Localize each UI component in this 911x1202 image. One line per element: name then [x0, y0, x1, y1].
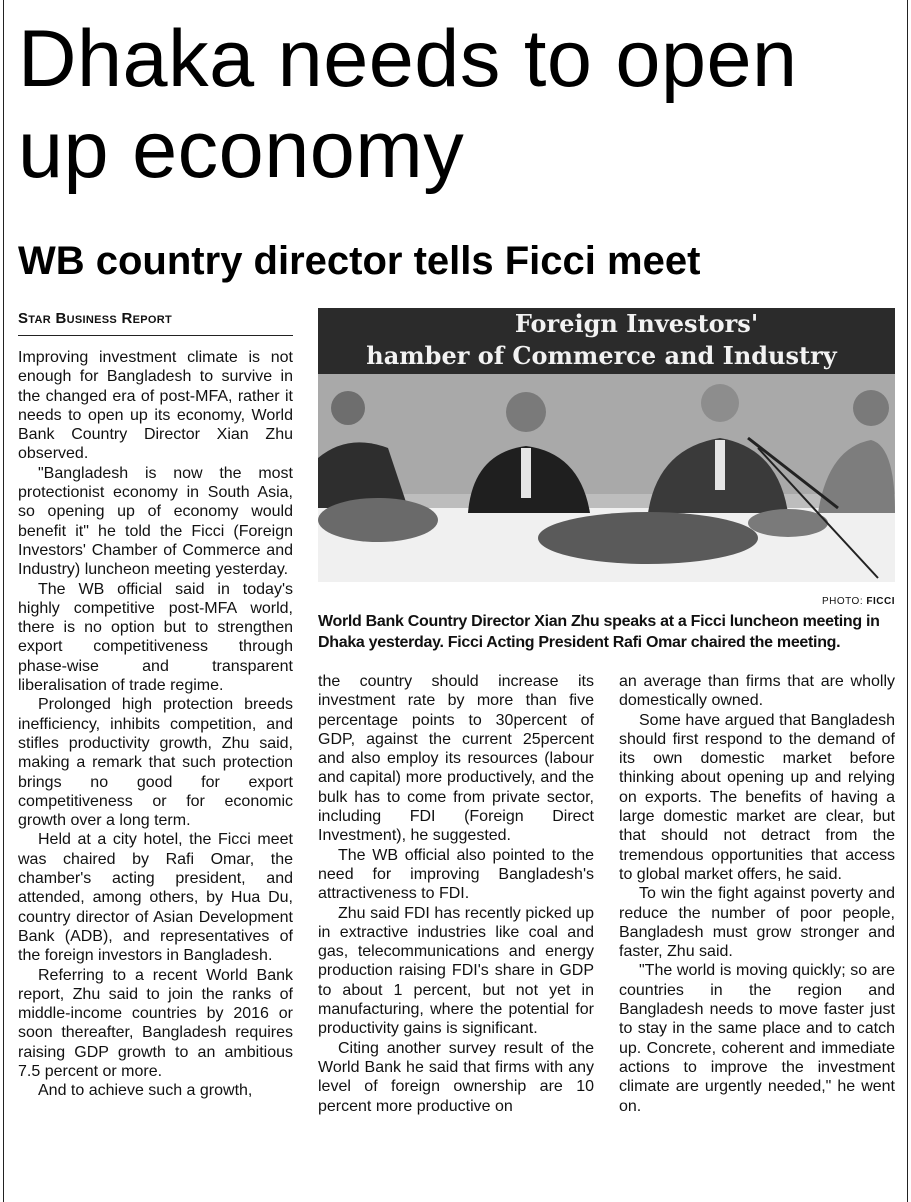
headline: Dhaka needs to open up economy: [18, 14, 798, 195]
paragraph: To win the fight against poverty and reduce the number of poor people, Bangladesh must grow stronger and faster, Zhu said.: [619, 885, 895, 961]
byline: Star Business Report: [18, 310, 172, 327]
paragraph: Improving investment climate is not enough for Bangladesh to survive in the changed era of post-MFA, rather it needs to open up its economy, World Bank Country Director Xian Zhu observed.: [18, 349, 293, 463]
paragraph: an average than firms that are wholly domestically owned.: [619, 673, 895, 710]
subheadline: WB country director tells Ficci meet: [18, 239, 701, 283]
paragraph: And to achieve such a growth,: [38, 1082, 253, 1100]
banner-text-line-1: Foreign Investors': [514, 309, 759, 338]
photo-credit: [700, 596, 895, 607]
article-column-1: [18, 348, 293, 1101]
left-column-rule: [3, 0, 4, 1202]
paragraph: The WB official also pointed to the need for improving Bangladesh's attractiveness to FDI.: [318, 846, 594, 903]
paragraph: Held at a city hotel, the Ficci meet was chaired by Rafi Omar, the chamber's acting president, and attended, among others, by Hua Du, country director of Asian Development Bank (ADB), and representatives of the foreign investors in Bangladesh.: [18, 831, 293, 965]
paragraph: Prolonged high protection breeds inefficiency, inhibits competition, and stifles productivity growth, Zhu said, making a remark that such protection brings no good for export competitiveness or for economic growth over a long term.: [18, 696, 293, 830]
paragraph: Zhu said FDI has recently picked up in extractive industries like coal and gas, telecommunications and energy production raising FDI's share in GDP to about 1 percent, but not yet in manufacturing, where the potential for productivity gains is significant.: [318, 904, 594, 1038]
photo-credit-label: PHOTO:: [821, 596, 864, 607]
article-column-2: [318, 672, 594, 1116]
news-photo: [318, 308, 895, 582]
paragraph: Some have argued that Bangladesh should first respond to the demand of its own domestic market before thinking about opening up and relying on exports. The benefits of having a large domestic market are clear, but that should not detract from the tremendous opportunities that access to global market offers, he said.: [619, 711, 895, 883]
paragraph: "The world is moving quickly; so are countries in the region and Bangladesh needs to move faster just to stay in the same place and to catch up. Concrete, coherent and immediate actions to improve the investment climate are urgently needed," he went on.: [619, 962, 895, 1115]
photo-caption: World Bank Country Director Xian Zhu speaks at a Ficci luncheon meeting in Dhaka yesterday. Ficci Acting President Rafi Omar chaired the meeting.: [318, 613, 880, 651]
article-column-3: [619, 672, 895, 1116]
paragraph: Citing another survey result of the World Bank he said that firms with any level of foreign ownership are 10 percent more productive on: [318, 1039, 594, 1115]
paragraph: Referring to a recent World Bank report, Zhu said to join the ranks of middle-income countries by 2016 or soon thereafter, Bangladesh requires raising GDP growth to an ambitious 7.5 percent or more.: [18, 966, 293, 1080]
photo-credit-source: FICCI: [866, 596, 895, 607]
right-column-rule: [907, 0, 908, 1202]
banner-text-line-2: hamber of Commerce and Industry: [366, 341, 837, 370]
byline-divider: [18, 335, 293, 336]
paragraph: the country should increase its investment rate by more than five percentage points to 30percent of GDP, against the current 25percent and also employ its resources (labour and capital) more productively, and the bulk has to come from private sector, including FDI (Foreign Direct Investment), he suggested.: [318, 673, 594, 845]
paragraph: The WB official said in today's highly competitive post-MFA world, there is no option but to strengthen export competitiveness through phase-wise and transparent liberalisation of trade regime.: [18, 580, 293, 695]
paragraph: "Bangladesh is now the most protectionist economy in South Asia, so opening up of economy would benefit it" he told the Ficci (Foreign Investors' Chamber of Commerce and Industry) luncheon meeting yesterday.: [18, 464, 293, 579]
